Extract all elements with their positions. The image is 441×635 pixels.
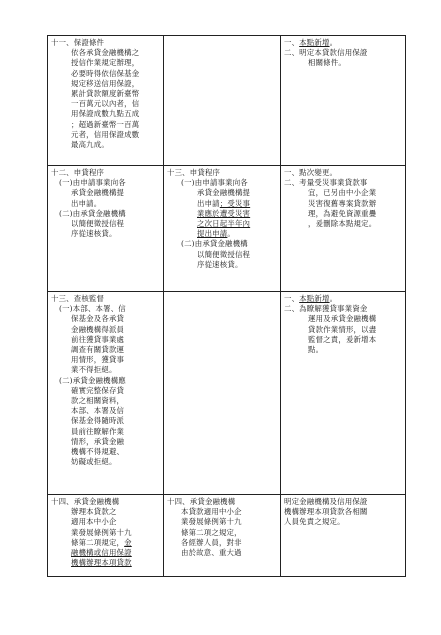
text-line: 條第二項規定，金 <box>71 537 132 547</box>
text-line: 出申請；受災事 <box>197 198 251 208</box>
text-line: 序從速核貸。 <box>197 259 243 269</box>
text-line: (二)承貸金融機構應 <box>59 375 126 385</box>
text-line: 機構辦理本項貸款各相關 <box>284 507 368 517</box>
text-line: 一、本點新增。 <box>284 294 338 303</box>
table-row <box>48 166 406 292</box>
text-line: 一、本點新增。 <box>284 38 338 47</box>
text-line: 最高九成。 <box>71 140 109 150</box>
text-line: 之次日起半年內 <box>197 219 251 229</box>
text-line: 以簡便徵授信程 <box>197 249 251 259</box>
text-line: 款之相關資料， <box>71 396 125 406</box>
text-line: 出申請。 <box>71 198 102 208</box>
table-row <box>48 495 406 577</box>
text-line: 調查有關貸款運 <box>71 345 125 355</box>
comparison-table <box>47 35 406 577</box>
text-line: 元者，信用保證成數 <box>71 129 140 139</box>
text-line: 適用本中小企 <box>71 517 117 527</box>
text-line: 條第二項之規定， <box>181 527 242 537</box>
text-line: (一)由申請事業向各 <box>181 178 248 188</box>
text-line: (一)本部、本署、信 <box>59 304 126 314</box>
text-line: ；超過新臺幣一百萬 <box>71 119 140 129</box>
text-line: 承貸金融機構提 <box>197 188 251 198</box>
table-row <box>48 292 406 495</box>
text-line: 辦理本貸款之 <box>71 507 117 517</box>
text-line: 融機構或信用保證 <box>71 548 132 558</box>
text-line: 十三、查核監督 <box>51 294 105 303</box>
text-line: 業發展條例第十九 <box>71 527 132 537</box>
text-line: 以簡便徵授信程 <box>71 219 125 229</box>
table-cell-explanation <box>281 36 406 166</box>
table-row <box>48 36 406 166</box>
text-line: 承貸金融機構提 <box>71 188 125 198</box>
table-cell-explanation <box>281 292 406 495</box>
text-line: 人員免責之規定。 <box>284 517 345 527</box>
text-line: 情形，承貸金融 <box>71 436 125 446</box>
table-cell-amended <box>48 36 164 166</box>
table-cell-explanation <box>281 166 406 292</box>
text-line: 用情形，獲貸事 <box>71 355 125 365</box>
text-line: 十四、承貸金融機構 <box>167 497 236 506</box>
table-cell-current <box>164 495 281 577</box>
table-cell-amended <box>48 495 164 577</box>
text-line: 業不得拒絕。 <box>71 365 117 375</box>
text-line: 災害復舊專案貸款辦 <box>308 198 377 208</box>
text-line: 十四、承貸金融機構 <box>51 497 120 506</box>
text-line: 理，為避免資源重疊 <box>308 208 377 218</box>
text-line: 相關條件。 <box>308 58 346 68</box>
text-line: 由於故意、重大過 <box>181 548 242 558</box>
table-cell-explanation <box>281 495 406 577</box>
text-line: 二、考量受災事業貸款事 <box>284 178 368 188</box>
text-line: 保基金得隨時派 <box>71 416 125 426</box>
text-line: 二、明定本貸款信用保證 <box>284 48 368 58</box>
text-line: 本貸款適用中小企 <box>181 507 242 517</box>
text-line: 員前往瞭解作業 <box>71 426 125 436</box>
text-line: 妨礙或拒絕。 <box>71 457 117 467</box>
text-line: 授信作業規定辦理， <box>71 58 140 68</box>
text-line: 監督之責，爰新增本 <box>308 334 377 344</box>
text-line: 明定金融機構及信用保證 <box>284 497 368 506</box>
text-line: 運用及承貸金融機構 <box>308 314 377 324</box>
text-line: 依各承貸金融機構之 <box>71 48 140 58</box>
text-line: 本部、本署及信 <box>71 406 125 416</box>
table-cell-current <box>164 36 281 166</box>
text-line: 十二、申貸程序 <box>51 168 105 177</box>
text-line: 提出申請。 <box>197 229 235 239</box>
text-line: 前往獲貸事業處 <box>71 334 125 344</box>
table-cell-current <box>164 292 281 495</box>
text-line: 十三、申貸程序 <box>167 168 221 177</box>
text-line: 累計貸款額度新臺幣 <box>71 89 140 99</box>
text-line: 業發展條例第十九 <box>181 517 242 527</box>
text-line: 用保證成數九點五成 <box>71 109 140 119</box>
text-line: (二)由承貸金融機構 <box>181 239 248 249</box>
table-cell-amended <box>48 166 164 292</box>
text-line: 二、為瞭解獲貸事業資金 <box>284 304 368 314</box>
text-line: 機構辦理本項貸款 <box>71 558 132 568</box>
text-line: 貸款作業情形，以盡 <box>308 324 377 334</box>
text-line: 十一、保證條件 <box>51 38 105 47</box>
text-line: 業應於遭受災害 <box>197 208 251 218</box>
text-line: 規定移送信用保證， <box>71 78 140 88</box>
table-cell-amended <box>48 292 164 495</box>
text-line: 確實完整保存貸 <box>71 385 125 395</box>
text-line: 宜，已另由中小企業 <box>308 188 377 198</box>
text-line: 序從速核貸。 <box>71 229 117 239</box>
text-line: 保基金及各承貸 <box>71 314 125 324</box>
text-line: 金融機構得派員 <box>71 324 125 334</box>
text-line: 點。 <box>308 345 324 355</box>
text-line: (一)由申請事業向各 <box>59 178 126 188</box>
table-cell-current <box>164 166 281 292</box>
text-line: 各經辦人員，對非 <box>181 537 242 547</box>
text-line: (二)由承貸金融機構 <box>59 208 126 218</box>
text-line: 必要時得依信保基金 <box>71 68 140 78</box>
text-line: 一、點次變更。 <box>284 168 338 177</box>
text-line: ，爰刪除本點規定。 <box>308 219 377 229</box>
text-line: 機構不得規避、 <box>71 447 125 457</box>
text-line: 一百萬元以內者，信 <box>71 99 140 109</box>
